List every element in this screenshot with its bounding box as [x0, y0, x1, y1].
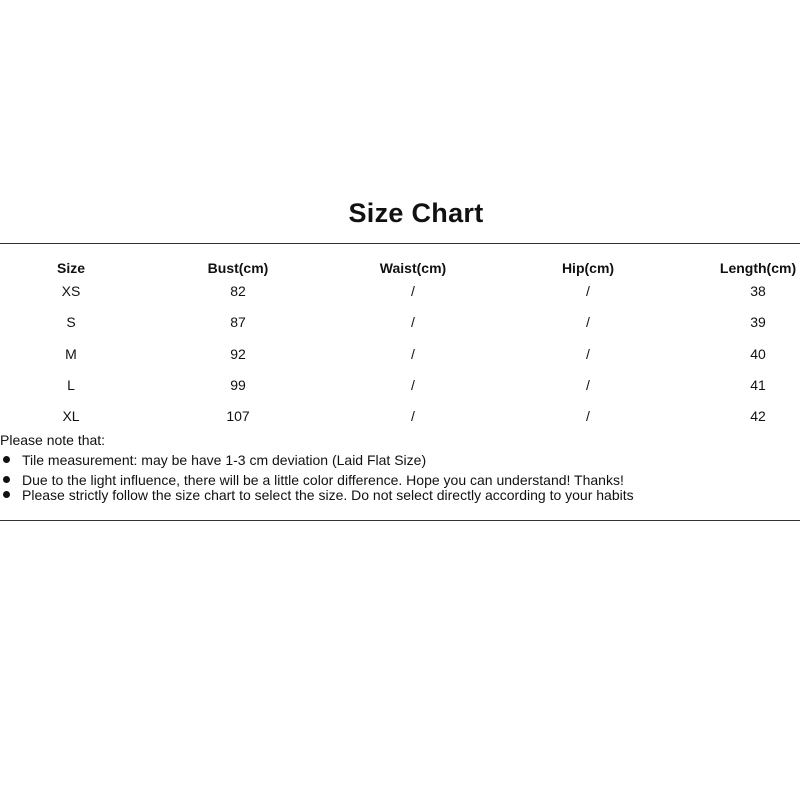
header-size: Size — [56, 260, 86, 276]
bullet-icon — [3, 491, 10, 498]
cell-size: L — [67, 377, 75, 393]
page-title: Size Chart — [348, 198, 484, 228]
top-divider — [0, 243, 800, 244]
note-text: Tile measurement: may be have 1-3 cm deviation (Laid Flat Size) — [22, 452, 427, 468]
cell-size: XS — [61, 283, 81, 299]
bottom-divider — [0, 520, 800, 521]
note-text: Please strictly follow the size chart to select the size. Do not select directly according to your habits — [22, 487, 634, 503]
cell-bust: 87 — [230, 314, 246, 330]
header-bust: Bust(cm) — [207, 260, 269, 276]
cell-size: S — [66, 314, 76, 330]
bullet-icon — [3, 456, 10, 463]
cell-hip: / — [586, 377, 590, 393]
notes-heading: Please note that: — [0, 432, 106, 448]
header-hip: Hip(cm) — [561, 260, 615, 276]
cell-length: 42 — [750, 408, 766, 424]
cell-waist: / — [411, 283, 415, 299]
cell-length: 38 — [750, 283, 766, 299]
cell-hip: / — [586, 346, 590, 362]
header-waist: Waist(cm) — [379, 260, 447, 276]
cell-waist: / — [411, 314, 415, 330]
cell-bust: 82 — [230, 283, 246, 299]
note-text: Due to the light influence, there will be a little color difference. Hope you can understand! Thanks! — [22, 472, 624, 488]
cell-size: XL — [62, 408, 80, 424]
cell-hip: / — [586, 408, 590, 424]
bullet-icon — [3, 476, 10, 483]
cell-waist: / — [411, 377, 415, 393]
cell-bust: 107 — [226, 408, 250, 424]
cell-hip: / — [586, 283, 590, 299]
cell-waist: / — [411, 346, 415, 362]
cell-hip: / — [586, 314, 590, 330]
cell-bust: 92 — [230, 346, 246, 362]
cell-length: 40 — [750, 346, 766, 362]
cell-waist: / — [411, 408, 415, 424]
cell-length: 41 — [750, 377, 766, 393]
cell-length: 39 — [750, 314, 766, 330]
header-length: Length(cm) — [719, 260, 797, 276]
cell-bust: 99 — [230, 377, 246, 393]
cell-size: M — [65, 346, 77, 362]
